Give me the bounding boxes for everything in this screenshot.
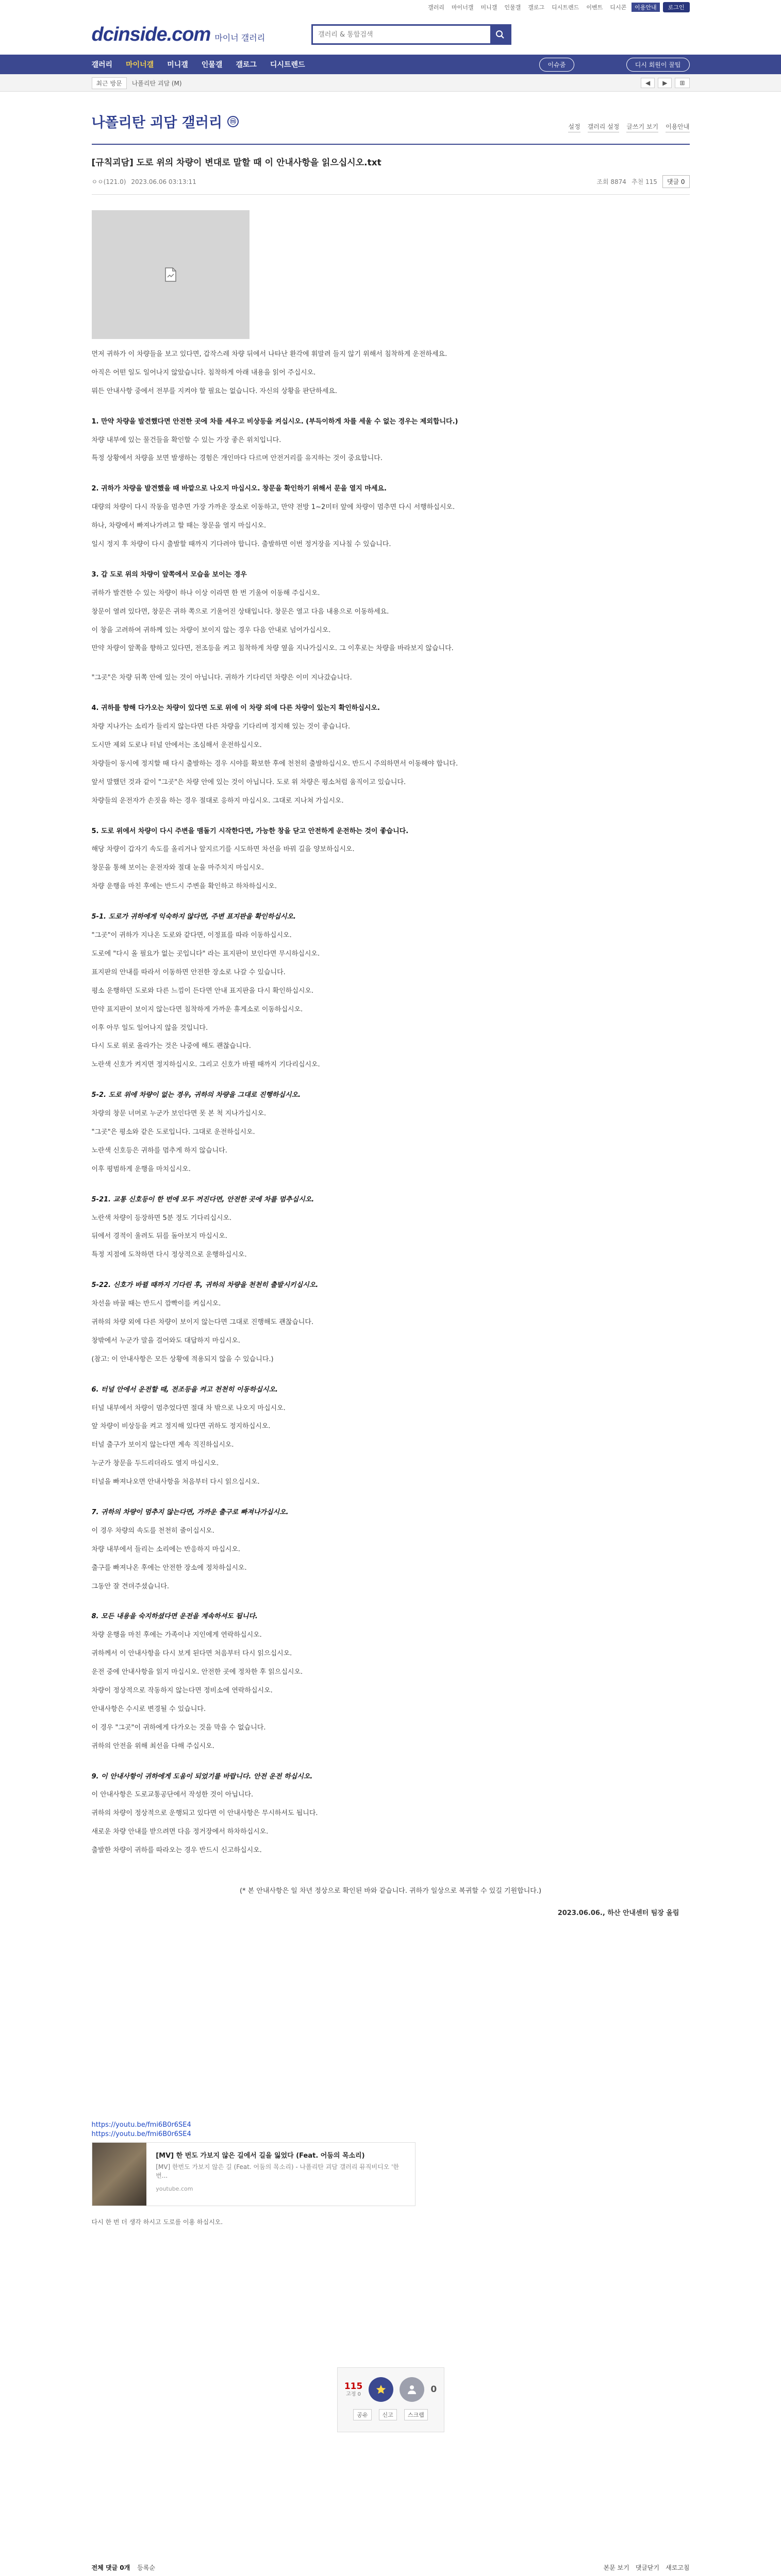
post-body	[92, 350, 690, 1855]
body-paragraph: 차량 운행을 마친 후에는 반드시 주변을 확인하고 하차하십시오.	[91, 883, 277, 891]
post-author[interactable]: ㅇㅇ(121.0)	[91, 178, 126, 185]
post-recommend-count: 추천 115	[631, 178, 657, 185]
youtube-link[interactable]: https://youtu.be/fmi6B0r6SE4	[91, 2130, 191, 2139]
body-paragraph: 도로에 "다시 올 필요가 없는 곳입니다" 라는 표지판이 보인다면 무시하십시오.	[91, 950, 320, 958]
body-paragraph: 창문을 통해 보이는 운전자와 절대 눈을 마주치지 마십시오.	[91, 864, 264, 872]
body-paragraph: 귀하의 차량이 정상적으로 운행되고 있다면 이 안내사항은 무시하셔도 됩니다.	[91, 1809, 318, 1818]
minor-gallery-mark: ⓜ	[227, 116, 239, 127]
body-paragraph: 누군가 창문을 두드리더라도 열지 마십시오.	[91, 1460, 219, 1468]
body-paragraph: 특정 지점에 도착하면 다시 정상적으로 운행하십시오.	[91, 1251, 247, 1259]
body-heading: 2. 귀하가 차량을 발견했을 때 바깥으로 나오지 마십시오. 창문을 확인하기 위해서 문을 열지 마세요.	[91, 485, 387, 493]
body-paragraph: 귀하가 발견한 수 있는 차량이 하나 이상 이라면 한 번 기울여 이동해 주십시오.	[91, 589, 320, 597]
youtube-embed-card[interactable]	[92, 2142, 416, 2206]
body-heading: 5-2. 도로 위에 차량이 없는 경우, 귀하의 차량을 그대로 진행하십시오.	[91, 1091, 301, 1099]
body-paragraph: 하나, 차량에서 빠져나가려고 할 때는 창문을 열지 마십시오.	[91, 522, 267, 530]
gnb-pill-tip[interactable]: 디시 회원이 꿀팁	[626, 58, 690, 72]
body-paragraph: "그곳"은 차량 뒤쪽 안에 있는 것이 아닙니다. 귀하가 기다리던 차량은 이미 지나갔습니다.	[91, 674, 352, 682]
body-heading: 5-1. 도로가 귀하에게 익숙하지 않다면, 주변 표지판을 확인하십시오.	[91, 913, 296, 921]
gnb-item[interactable]: 마이너갤	[126, 61, 154, 69]
body-heading: 5-22. 신호가 바뀔 때까지 기다린 후, 귀하의 차량을 천천히 출발시키십시오.	[91, 1281, 319, 1290]
body-paragraph: 창문이 열려 있다면, 창문은 귀하 쪽으로 기울어진 상태입니다. 창문은 열고 다음 내용으로 이동하세요.	[91, 607, 389, 616]
body-paragraph: 차량 운행을 마친 후에는 가족이나 지인에게 연락하십시오.	[91, 1631, 262, 1639]
youtube-desc: [MV] 한번도 가보지 않은 길 (Feat. 어둠의 목소리) - 나폴리탄 괴담 갤러리 뮤직비디오 '한번...	[156, 2163, 399, 2179]
body-paragraph: 창밖에서 누군가 말을 걸어와도 대답하지 마십시오.	[91, 1336, 241, 1345]
body-paragraph: 터널을 빠져나오면 안내사항을 처음부터 다시 읽으십시오.	[91, 1478, 260, 1486]
global-nav	[0, 55, 781, 74]
util-link[interactable]: 디시콘	[610, 4, 627, 11]
broken-image	[92, 210, 250, 339]
body-paragraph: 만약 표지판이 보이지 않는다면 침착하게 가까운 휴게소로 이동하십시오.	[91, 1005, 303, 1013]
search-button[interactable]	[490, 26, 510, 43]
post-date: 2023.06.06 03:13:11	[131, 178, 196, 185]
body-paragraph: 이 경우 "그곳"이 귀하에게 다가오는 것을 막을 수 없습니다.	[91, 1723, 266, 1732]
body-paragraph: "그곳"이 귀하가 지나온 도로와 같다면, 이정표를 따라 이동하십시오.	[91, 931, 292, 940]
post-closing: (* 본 안내사항은 일 차년 정상으로 확인된 바와 같습니다. 귀하가 일상으로 복귀할 수 있길 기원합니다.)	[239, 1887, 542, 1895]
comment-control[interactable]: 본문 보기	[603, 2564, 629, 2572]
body-paragraph: 터널 출구가 보이지 않는다면 계속 직진하십시오.	[91, 1441, 234, 1449]
body-paragraph: 뭐든 안내사항 중에서 전부를 지켜야 할 필요는 없습니다. 자신의 상황을 판단하세요.	[91, 387, 338, 395]
body-paragraph: 이 안내사항은 도로교통공단에서 작성한 것이 아닙니다.	[91, 1791, 254, 1799]
body-paragraph: 터널 내부에서 차량이 멈추었다면 절대 차 밖으로 나오지 마십시오.	[91, 1404, 286, 1412]
body-paragraph: 뒤에서 경적이 울려도 뒤를 돌아보지 마십시오.	[91, 1232, 227, 1241]
body-paragraph: 차량 지나가는 소리가 들리지 않는다면 다른 차량을 기다리며 정지해 있는 것이 좋습니다.	[91, 723, 351, 731]
top-utility-bar	[92, 0, 690, 14]
gnb-item[interactable]: 인물갤	[201, 61, 223, 69]
gallery-tool-link[interactable]: 갤러리 설정	[588, 122, 620, 132]
body-paragraph: 출구를 빠져나온 후에는 안전한 장소에 정차하십시오.	[91, 1564, 247, 1572]
body-paragraph: 차량 내부에 있는 물건들을 확인할 수 있는 가장 좋은 위치입니다.	[91, 436, 281, 444]
util-link[interactable]: 갤로그	[528, 4, 545, 11]
site-logo[interactable]: dcinside.com	[91, 23, 211, 45]
util-link[interactable]: 디시트렌드	[552, 4, 579, 11]
gallery-title-text: 나폴리탄 괴담 갤러리	[91, 115, 223, 131]
body-paragraph: 노란색 신호가 켜지면 정지하십시오. 그리고 신호가 바뀔 때까지 기다리십시오.	[91, 1061, 320, 1069]
body-heading: 8. 모든 내용을 숙지하셨다면 운전을 계속하셔도 됩니다.	[91, 1613, 258, 1621]
broken-image-icon	[164, 267, 177, 282]
sub-bar	[0, 74, 781, 92]
util-link[interactable]: 마이너갤	[451, 4, 474, 11]
post-links	[92, 2121, 690, 2138]
star-icon	[375, 2384, 387, 2395]
body-paragraph: 그동안 잘 견뎌주셨습니다.	[91, 1582, 170, 1590]
body-heading: 3. 갑 도로 위의 차량이 앞쪽에서 모습을 보이는 경우	[91, 570, 247, 579]
util-link[interactable]: 미니갤	[480, 4, 497, 11]
body-paragraph: 해당 차량이 갑자기 속도를 올리거나 앞지르기를 시도하면 차선을 바꿔 길을 양보하십시오.	[91, 845, 355, 854]
gallery-tool-link[interactable]: 이용안내	[666, 122, 689, 132]
body-paragraph: "그곳"은 평소와 같은 도로입니다. 그대로 운전하십시오.	[91, 1128, 255, 1136]
comment-count-button[interactable]: 댓글 0	[662, 175, 690, 188]
body-paragraph: 도시만 제외 도로나 터널 안에서는 조심해서 운전하십시오.	[91, 741, 262, 750]
recent-visit-button[interactable]: 최근 방문	[92, 77, 127, 89]
body-paragraph: 이후 아무 일도 일어나지 않을 것입니다.	[91, 1024, 208, 1032]
recent-gallery-link[interactable]: 나폴리탄 괴담 (M)	[131, 79, 182, 87]
gnb-item[interactable]: 디시트렌드	[270, 61, 305, 69]
body-paragraph: 노란색 신호등은 귀하를 멈추게 하지 않습니다.	[91, 1146, 227, 1155]
search-icon	[495, 30, 505, 39]
body-heading: 7. 귀하의 차량이 멈추지 않는다면, 가까운 출구로 빠져나가십시오.	[91, 1508, 289, 1516]
recommend-box	[337, 2367, 444, 2432]
body-paragraph: 이 창을 고려하여 귀하께 있는 차량이 보이지 않는 경우 다음 안내로 넘어가십시오.	[91, 626, 331, 634]
body-heading: 5-21. 교통 신호등이 한 번에 모두 꺼진다면, 안전한 곳에 차를 멈추십시오.	[91, 1195, 314, 1204]
not-recommend-button[interactable]	[400, 2377, 424, 2402]
comment-control[interactable]: 댓글닫기	[635, 2564, 660, 2572]
util-link[interactable]: 로그인	[663, 2, 690, 12]
post-header	[92, 145, 690, 195]
gnb-pill-issue[interactable]: 이슈줌	[539, 58, 575, 72]
body-paragraph: 귀하께서 이 안내사항을 다시 보게 된다면 처음부터 다시 읽으십시오.	[91, 1650, 292, 1658]
logo-subtitle[interactable]: 마이너 갤러리	[214, 32, 265, 43]
post-title: [규칙괴담] 도로 위의 차량이 변대로 말할 때 이 안내사항을 읽으십시오.txt	[91, 158, 381, 168]
util-link[interactable]: 이벤트	[586, 4, 603, 11]
body-paragraph: 출발한 차량이 귀하를 따라오는 경우 반드시 신고하십시오.	[91, 1846, 262, 1855]
body-paragraph: 대량의 차량이 다시 작동을 멈추면 가장 가까운 장소로 이동하고, 만약 전방 1~2미터 앞에 차량이 멈추면 다시 서행하십시오.	[91, 503, 455, 512]
body-paragraph: 귀하의 차량 외에 다른 차량이 보이지 않는다면 그대로 진행해도 괜찮습니다.	[91, 1318, 314, 1326]
body-paragraph: (참고: 이 안내사항은 모든 상황에 적용되지 않을 수 있습니다.)	[91, 1355, 274, 1363]
body-paragraph: 귀하의 안전을 위해 최선을 다해 주십시오.	[91, 1742, 214, 1750]
body-paragraph: 다시 도로 위로 올라가는 것은 나중에 해도 괜찮습니다.	[91, 1042, 251, 1050]
gallery-tool-link[interactable]: 글쓰기 보기	[626, 122, 658, 132]
recommend-count: 115 고정 0	[344, 2381, 363, 2397]
youtube-link[interactable]: https://youtu.be/fmi6B0r6SE4	[91, 2121, 191, 2129]
sub-bar-control[interactable]: ▶	[658, 78, 672, 88]
body-heading: 9. 이 안내사항이 귀하에게 도움이 되었기를 바랍니다. 안전 운전 하십시오.	[91, 1772, 313, 1781]
gnb-item[interactable]: 미니갤	[167, 61, 188, 69]
person-icon	[407, 2384, 417, 2395]
body-heading: 4. 귀하를 향해 다가오는 차량이 있다면 도로 위에 이 차량 외에 다른 차량이 있는지 확인하십시오.	[91, 704, 380, 713]
comment-sort-select[interactable]: 등록순	[137, 2564, 155, 2572]
post-signature: 2023.06.06., 하산 안내센터 팀장 올림	[557, 1909, 679, 1918]
comment-bar	[92, 2563, 690, 2572]
body-paragraph: 운전 중에 안내사항을 읽지 마십시오. 안전한 곳에 정차한 후 읽으십시오.	[91, 1668, 303, 1676]
youtube-title: [MV] 한 번도 가보지 않은 길에서 길을 잃었다 (Feat. 어둠의 목소리)	[156, 2152, 365, 2160]
body-paragraph: 앞 차량이 비상등을 켜고 정지해 있다면 귀하도 정지하십시오.	[91, 1422, 271, 1431]
body-paragraph: 차량 내부에서 들리는 소리에는 반응하지 마십시오.	[91, 1545, 241, 1553]
body-paragraph: 평소 운행하던 도로와 다른 느낌이 든다면 안내 표지판을 다시 확인하십시오.	[91, 987, 314, 995]
body-paragraph: 이 경우 차량의 속도를 천천히 줄이십시오.	[91, 1527, 214, 1535]
util-link[interactable]: 인물갤	[504, 4, 521, 11]
body-paragraph: 차량들의 운전자가 손짓을 하는 경우 절대로 응하지 마십시오. 그대로 지나쳐 가십시오.	[91, 796, 344, 805]
gnb-item[interactable]: 갤로그	[236, 61, 257, 69]
sub-bar-control[interactable]: ◀	[641, 78, 655, 88]
body-paragraph: 표지판의 안내를 따라서 이동하면 안전한 장소로 나갈 수 있습니다.	[91, 968, 286, 976]
body-heading: 6. 터널 안에서 운전할 때, 전조등을 켜고 천천히 이동하십시오.	[91, 1385, 278, 1394]
comment-control[interactable]: 새로고침	[666, 2564, 690, 2572]
body-paragraph: 특정 상황에서 차량을 보면 발생하는 경험은 개인마다 다르며 안전거리를 유지하는 것이 중요합니다.	[91, 454, 383, 463]
comment-total: 전체 댓글 0개	[91, 2564, 130, 2572]
gallery-tool-link[interactable]: 설정	[568, 122, 580, 132]
sub-bar-control[interactable]: ⊞	[675, 78, 689, 88]
body-paragraph: 차선을 바꿀 때는 반드시 깜빡이를 켜십시오.	[91, 1300, 221, 1308]
body-paragraph: 만약 차량이 앞쪽을 향하고 있다면, 전조등을 켜고 침착하게 차량 옆을 지나가십시오. 그 이후로는 차량을 바라보지 않습니다.	[91, 645, 454, 653]
post-footnote: 다시 한 번 더 생각 하시고 도로를 이용 하십시오.	[91, 2218, 223, 2226]
recommend-button[interactable]	[369, 2377, 393, 2402]
share-button[interactable]: 공유	[353, 2409, 371, 2420]
util-link-active[interactable]: 이용안내	[632, 3, 660, 12]
post-views: 조회 8874	[596, 178, 626, 185]
body-paragraph: 앞서 말했던 것과 같이 "그곳"은 차량 안에 있는 것이 아닙니다. 도로 위 차량은 평소처럼 움직이고 있습니다.	[91, 778, 406, 786]
body-heading: 5. 도로 위에서 차량이 다시 주변을 맴돌기 시작한다면, 가능한 창을 닫고 안전하게 운전하는 것이 좋습니다.	[91, 827, 409, 835]
util-link[interactable]: 갤러리	[428, 4, 444, 11]
report-button[interactable]: 신고	[379, 2409, 397, 2420]
body-paragraph: 새로운 차량 안내를 받으려면 다음 정거장에서 하차하십시오.	[91, 1828, 269, 1836]
body-paragraph: 안내사항은 수시로 변경될 수 있습니다.	[91, 1705, 206, 1713]
search-box	[311, 24, 511, 45]
youtube-source: youtube.com	[156, 2185, 193, 2192]
body-paragraph: 아직은 어떤 일도 일어나지 않았습니다. 침착하게 아래 내용을 읽어 주십시오.	[91, 368, 316, 377]
body-paragraph: 이후 평범하게 운행을 마치십시오.	[91, 1165, 191, 1173]
scrap-button[interactable]: 스크랩	[404, 2409, 428, 2420]
site-header	[92, 14, 690, 55]
not-recommend-count: 0	[430, 2384, 437, 2395]
body-paragraph: 차량의 창문 너머로 누군가 보인다면 못 본 척 지나가십시오.	[91, 1110, 267, 1118]
body-paragraph: 차량들이 동시에 정지할 때 다시 출발하는 경우 시야를 확보한 후에 천천히 출발하십시오. 반드시 주의하면서 이동해야 합니다.	[91, 759, 458, 768]
body-heading: 1. 만약 차량을 발견했다면 안전한 곳에 차를 세우고 비상등을 켜십시오. (부득이하게 차를 세울 수 없는 경우는 제외합니다.)	[91, 417, 458, 426]
search-input[interactable]	[313, 26, 490, 43]
body-paragraph: 노란색 차량이 등장하면 5분 정도 기다리십시오.	[91, 1214, 232, 1222]
body-paragraph: 차량이 정상적으로 작동하지 않는다면 정비소에 연락하십시오.	[91, 1687, 273, 1694]
gnb-item[interactable]: 갤러리	[91, 61, 113, 69]
youtube-thumbnail	[92, 2143, 147, 2206]
body-paragraph: 일시 정지 후 차량이 다시 출발할 때까지 기다려야 합니다. 출발하면 이번 정거장을 지나칠 수 있습니다.	[91, 540, 391, 549]
body-paragraph: 먼저 귀하가 이 차량들을 보고 있다면, 갑작스레 차량 뒤에서 나타난 환각에 휘말려 들지 않기 위해서 침착하게 운전하세요.	[91, 350, 447, 358]
